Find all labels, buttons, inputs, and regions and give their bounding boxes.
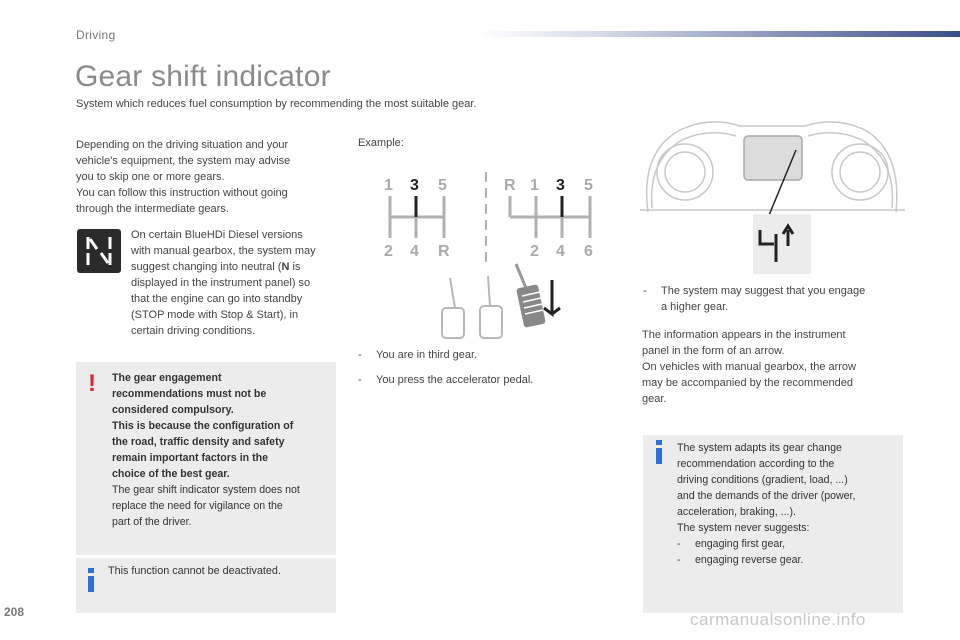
page-title: Gear shift indicator	[75, 60, 331, 93]
neutral-paragraph: On certain BlueHDi Diesel versions with manual gearbox, the system may suggest changing into neutral (N is displayed in the instrument panel) so that the engine can go into standby (STOP mode with Stop & Start), in certain driving conditions.	[131, 229, 316, 337]
intro-text: System which reduces fuel consumption by recommending the most suitable gear.	[76, 98, 477, 110]
watermark: carmanualsonline.info	[690, 610, 866, 629]
bullet-accelerator: - You press the accelerator pedal.	[358, 374, 534, 386]
gate-right-3: 3	[556, 177, 565, 194]
gate-left-3: 3	[410, 177, 419, 194]
section-header: Driving	[76, 28, 116, 42]
info-icon	[656, 448, 662, 464]
gate-right-1: 1	[530, 177, 539, 194]
gate-left-4: 4	[410, 243, 419, 260]
page-number: 208	[4, 605, 25, 619]
gate-right-4: 4	[556, 243, 565, 260]
gate-left-1: 1	[384, 177, 393, 194]
gear-pattern-illustration	[380, 168, 605, 348]
neutral-n-icon	[77, 229, 121, 273]
arrow-paragraph: The information appears in the instrument panel in the form of an arrow. On vehicles with manual gearbox, the arrow may be accompanied by the recommended gear.	[642, 329, 856, 405]
gate-left-r: R	[438, 243, 450, 260]
header-rule	[478, 31, 960, 37]
info-box-system: The system adapts its gear change recommendation according to the driving conditions (gradient, load, ...) and the demands of the driver (power, acceleration, braking, ...). The system never suggests: - engaging first gear, - engaging reverse gear.	[643, 435, 903, 613]
gate-left-5: 5	[438, 177, 447, 194]
gate-right-r: R	[504, 177, 516, 194]
gate-right-6: 6	[584, 243, 593, 260]
higher-gear-bullet: - The system may suggest that you engage a higher gear.	[643, 285, 866, 313]
instrument-panel-illustration	[640, 112, 905, 287]
skip-gears-paragraph: Depending on the driving situation and your vehicle's equipment, the system may advise you to skip one or more gears. You can follow this instruction without going through the intermediate gears.	[76, 139, 291, 215]
warning-box: ! The gear engagement recommendations must not be considered compulsory. This is because the configuration of the road, traffic density and safety remain important factors in the choice of the best gear. The gear shift indicator system does not replace the need for vigilance on the part of the driver.	[76, 362, 336, 555]
warning-exclamation-icon: !	[88, 370, 96, 397]
gate-right-5: 5	[584, 177, 593, 194]
info-icon	[88, 576, 94, 592]
bullet-third-gear: - You are in third gear.	[358, 349, 478, 361]
gate-left-2: 2	[384, 243, 393, 260]
example-label: Example:	[358, 137, 404, 149]
info-box-deactivation: This function cannot be deactivated.	[76, 558, 336, 613]
gate-right-2: 2	[530, 243, 539, 260]
